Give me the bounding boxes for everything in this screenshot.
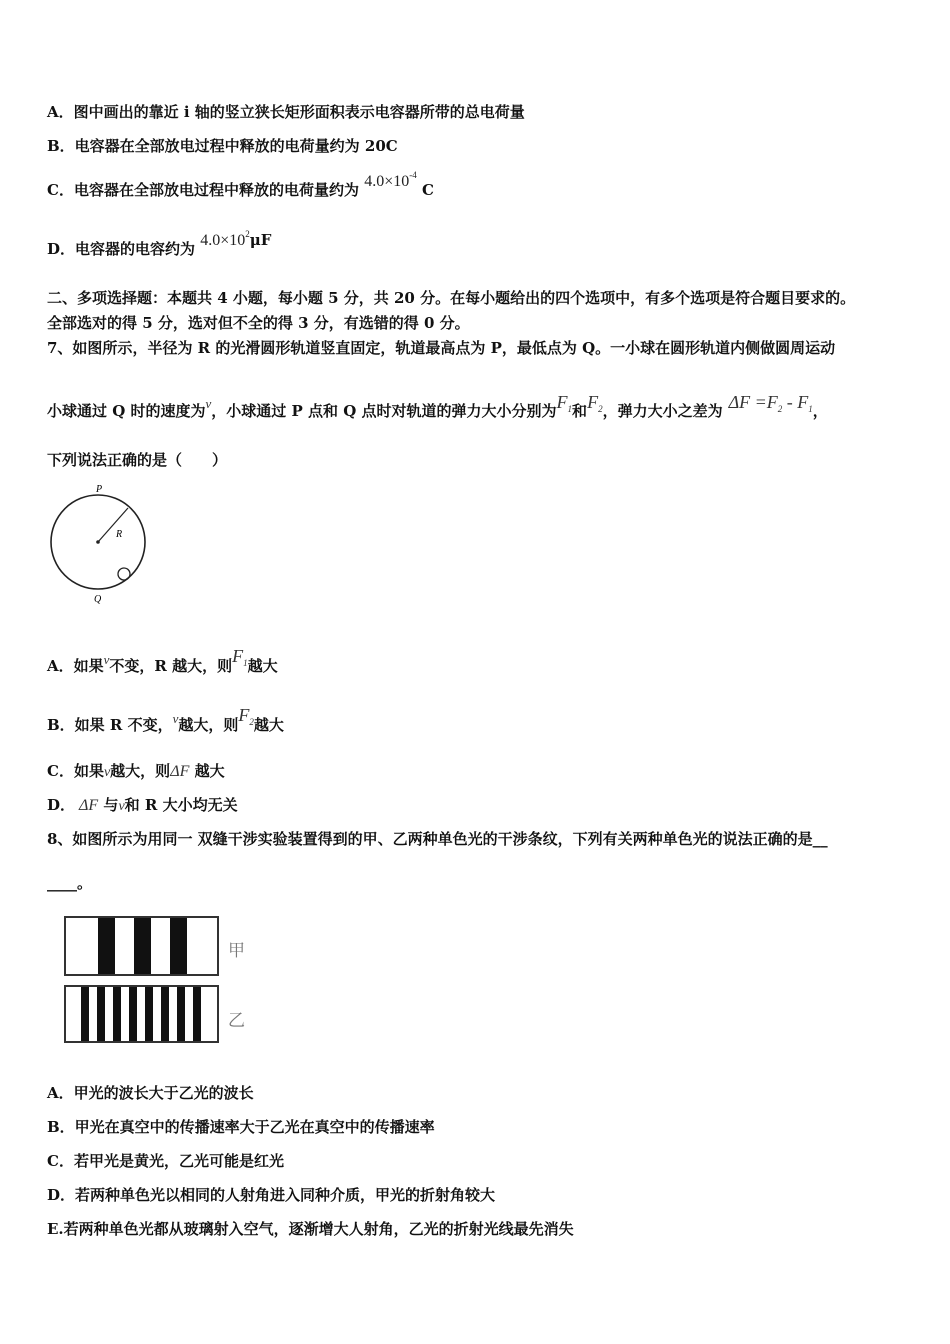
dark-fringe: [145, 987, 153, 1041]
dark-fringe: [98, 918, 115, 974]
dark-fringe: [134, 918, 151, 974]
q8-option-e: E.若两种单色光都从玻璃射入空气，逐渐增大人射角，乙光的折射光线最先消失: [47, 1220, 574, 1238]
dark-fringe: [193, 987, 201, 1041]
dark-fringe: [177, 987, 185, 1041]
q7-deltaF-expression: $\Delta F =F_2 - F_1$: [728, 392, 813, 414]
q6-option-d-text: D．电容器的电容约为: [47, 240, 196, 258]
q8-option-a: A．甲光的波长大于乙光的波长: [47, 1084, 254, 1102]
q6-option-c-text: C．电容器在全部放电过程中释放的电荷量约为: [47, 181, 359, 199]
section2-instructions-line1: 二、多项选择题：本题共 4 小题，每小题 5 分，共 20 分。在每小题给出的四个选项中，有多个选项是符合题目要求的。: [47, 289, 856, 307]
q6-option-d: [47, 229, 272, 261]
dark-fringe: [113, 987, 121, 1041]
q7-F2-symbol: $F_2$: [587, 392, 603, 414]
q8-option-d: D．若两种单色光以相同的人射角进入同种介质，甲光的折射角较大: [47, 1186, 496, 1204]
q6-option-d-unit: μF: [249, 231, 272, 249]
center-point: [96, 540, 100, 544]
label-P: P: [96, 484, 103, 495]
q7-stem-line1: 7、如图所示，半径为 R 的光滑圆形轨道竖直固定，轨道最高点为 P，最低点为 Q。一小球在圆形轨道内侧做圆周运动: [47, 339, 836, 357]
section2-instructions-line2: 全部选对的得 5 分，选对但不全的得 3 分，有选错的得 0 分。: [47, 314, 470, 332]
q7-stem-line2: 小球通过 Q 时的速度为v，小球通过 P 点和 Q 点时对轨道的弹力大小分别为$F_1$和$F_2$，弹力大小之差为 $\Delta F =F_2 - F_1$，: [47, 392, 828, 420]
ball: [118, 568, 130, 580]
q7-F1-symbol: $F_1$: [556, 392, 573, 414]
dark-fringe: [161, 987, 169, 1041]
q6-option-b: B．电容器在全部放电过程中释放的电荷量约为 20C: [47, 137, 398, 155]
label-R: R: [116, 529, 123, 540]
q7-circular-track-figure: [44, 482, 154, 607]
q8-option-b: B．甲光在真空中的传播速率大于乙光在真空中的传播速率: [47, 1118, 435, 1136]
q7-option-d: D． ΔF 与v和 R 大小均无关: [47, 796, 238, 814]
q6-option-c-formula: $4.0\times 10^{-4}$: [364, 170, 417, 190]
q6-option-d-formula: $4.0\times 10^2$: [200, 229, 250, 249]
radius-line: [98, 508, 128, 542]
label-yi: 乙: [228, 1011, 245, 1031]
q7-option-c: C．如果v越大，则ΔF 越大: [47, 762, 225, 780]
dark-fringe: [129, 987, 137, 1041]
dark-fringe: [97, 987, 105, 1041]
q7-option-a: A．如果v不变，R 越大，则$F_1$越大: [47, 646, 278, 675]
q8-stem-line2: ____。: [47, 874, 93, 892]
dark-fringe: [81, 987, 89, 1041]
q8-option-c: C．若甲光是黄光，乙光可能是红光: [47, 1152, 284, 1170]
q7-stem-line3: 下列说法正确的是（ ）: [47, 451, 228, 469]
q7-v-symbol: v: [205, 396, 212, 411]
q6-option-a: A．图中画出的靠近 i 轴的竖立狭长矩形面积表示电容器所带的总电荷量: [47, 103, 525, 121]
q6-option-c: [47, 170, 434, 202]
label-jia: 甲: [228, 941, 245, 961]
q7-option-b: B．如果 R 不变，v越大，则$F_2$越大: [47, 705, 284, 734]
label-Q: Q: [94, 594, 102, 605]
q8-stem-line1: 8、如图所示为用同一 双缝干涉实验装置得到的甲、乙两种单色光的干涉条纹，下列有关两种单色光的说法正确的是__: [47, 830, 828, 848]
q6-option-c-unit: C: [421, 181, 434, 199]
dark-fringe: [170, 918, 187, 974]
